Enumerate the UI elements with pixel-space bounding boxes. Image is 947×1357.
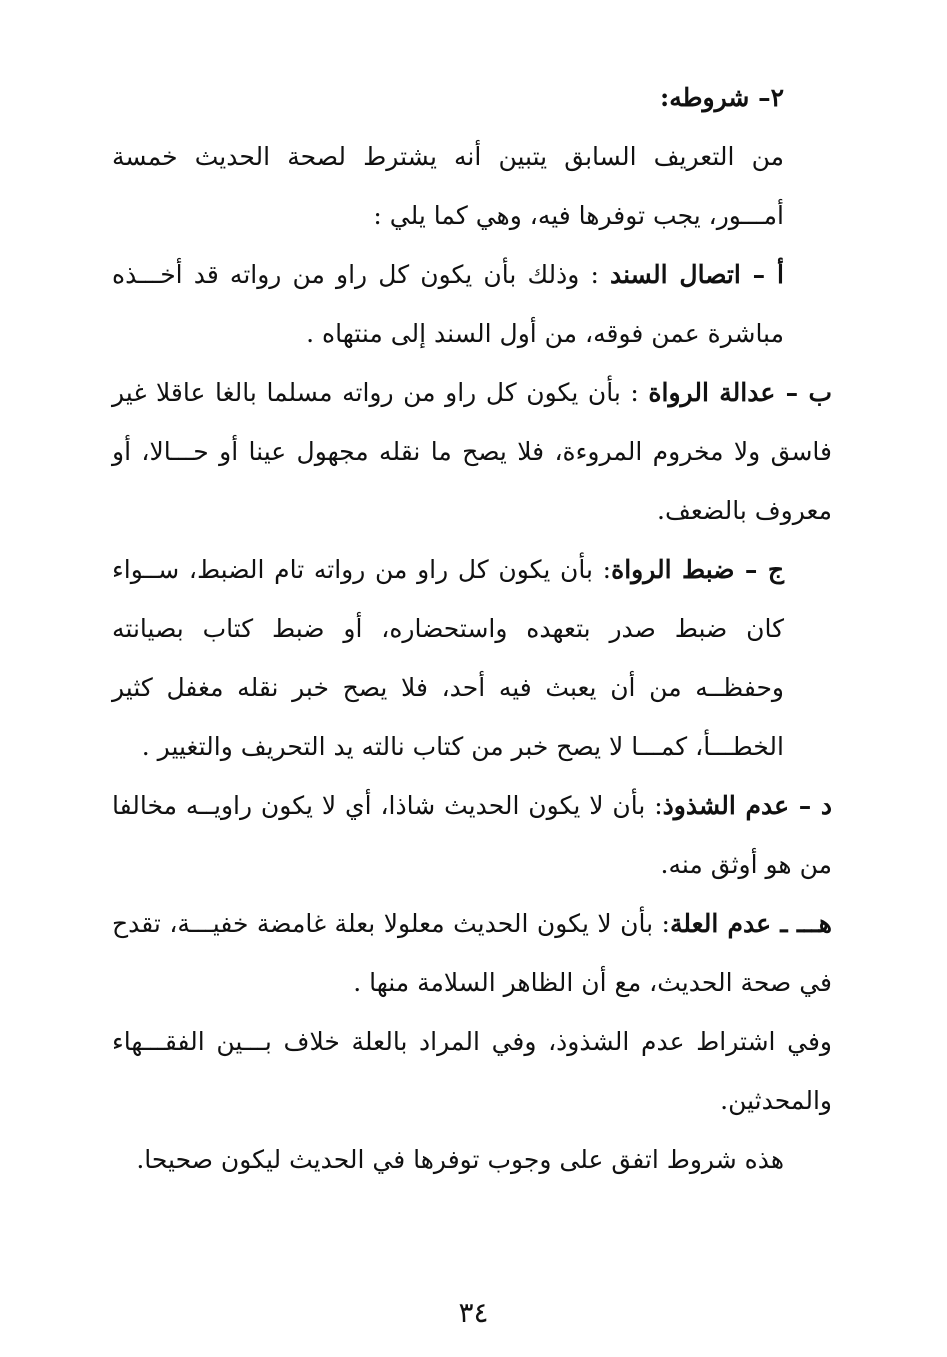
condition-text-1: : وذلك بأن يكون كل راو من رواته قد أخـــذه مباشرة عمن فوقه، من أول السند إلى منتهاه . [112,260,784,348]
conclusion-paragraph: هذه شروط اتفق على وجوب توفرها في الحديث ليكون صحيحا. [136,1145,784,1174]
condition-text-2: : بأن يكون كل راو من رواته مسلما بالغا عاقلا غير فاسق ولا مخروم المروءة، فلا يصح ما نقله مجهول عينا أو حـــالا، أو معروف بالضعف. [112,378,832,525]
document-body [112,68,832,1189]
condition-paragraph-1 [112,245,832,363]
page-number: ٣٤ [458,1296,489,1329]
condition-paragraph-3 [112,540,832,776]
condition-paragraph-5 [112,894,832,1012]
condition-text-4: : بأن لا يكون الحديث شاذا، أي لا يكون راويــه مخالفا من هو أوثق منه. [112,791,832,879]
section-heading: ٢– شروطه: [660,83,784,112]
condition-title-4: د – عدم الشذوذ [662,791,832,820]
condition-text-5: : بأن لا يكون الحديث معلولا بعلة غامضة خفيـــة، تقدح في صحة الحديث، مع أن الظاهر السلامة منها . [112,909,832,997]
condition-paragraph-2 [112,363,832,540]
condition-title-3: ج – ضبط الرواة [611,555,784,584]
condition-text-3: : بأن يكون كل راو من رواته تام الضبط، ســواء كان ضبط صدر بتعهده واستحضاره، أو ضبط كتاب بصيانته وحفظــه من أن يعبث فيه أحد، فلا يصح خبر نقله مغفل كثير الخطـــأ، كمـــا لا يصح خبر من كتاب نالته يد التحريف والتغيير . [112,555,784,761]
condition-title-5: هـــ ـ عدم العلة [669,909,832,938]
note-paragraph: وفي اشتراط عدم الشذوذ، وفي المراد بالعلة خلاف بـــين الفقـــهاء والمحدثين. [112,1027,832,1115]
intro-paragraph: من التعريف السابق يتبين أنه يشترط لصحة الحديث خمسة أمـــور، يجب توفرها فيه، وهي كما يلي : [112,142,784,230]
condition-title-1: أ – اتصال السند [610,260,785,289]
condition-paragraph-4 [112,776,832,894]
condition-title-2: ب – عدالة الرواة [648,378,832,407]
